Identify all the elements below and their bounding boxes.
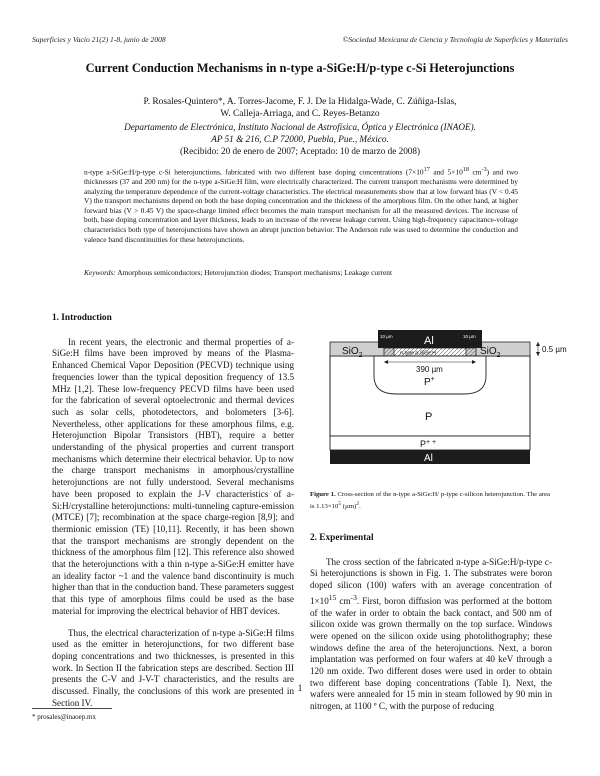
figure-1-caption-text-2: (µm) <box>341 502 357 510</box>
keywords <box>84 268 518 277</box>
figure-1-caption-label: Figure 1. <box>310 491 336 498</box>
abstract-text-1: n-type a-SiGe:H/p-type c-Si heterojunctions, fabricated with two different base doping concentrations (7×10 <box>84 167 424 177</box>
experimental-heading: 2. Experimental <box>310 533 374 543</box>
figure-1-caption <box>310 491 550 511</box>
introduction-heading: 1. Introduction <box>52 313 112 323</box>
page-number: 1 <box>297 684 303 694</box>
experimental-exp-2: -3 <box>350 592 357 602</box>
author-line-2: W. Calleja-Arriaga, and C. Reyes-Betanzo <box>220 109 380 119</box>
paper-title: Current Conduction Mechanisms in n-type a-SiGe:H/p-type c-Si Heterojunctions <box>85 61 515 75</box>
label-sio2-right-main: SiO <box>480 346 497 357</box>
keywords-label: Keywords: <box>84 268 116 277</box>
introduction-paragraph-1: In recent years, the electronic and thermal properties of a-SiGe:H films have been improved by means of the Plasma-Enhanced Chemical Vapor Deposition (PECVD) technique using frequencies lower than the typical deposition frequency of 13.5 MHz [1,2]. These low-frequency PECVD films have been used for the fabrication of several optoelectronic and thermal devices such as solar cells, photodetectors, and bolometers [3-6]. Nevertheless, other applications for these amorphous films, e.g. Heterojunction Bipolar Transistors (HBT), require a better understanding of the physical properties and current transport mechanisms which determine their electrical behavior. Up to now the charge transport mechanisms in amorphous/crystalline heterojunctions are not fully understood. Several mechanisms have been proposed to explain the J-V characteristics of a-Si:H/crystalline heterojunctions: multi-tunneling capture-emission (MTCE) [7]; recombination at the space charge-region [8,9]; and thermionic emission (TE) [10,11]. Recently, it has been shown that the transport mechanisms are strongly dependent on the thickness of the amorphous film [12]. This reference also showed that the heterojunctions with a thin n-type a-SiGe:H emitter have an ideality factor ~1 and the valence band discontinuity is much higher than that in the conduction band. These parameters suggest that this type of amorphous films could be used as the base material for improving the electrical behavior of HBT devices. <box>52 336 294 616</box>
label-sio2-right-sub: 2 <box>496 352 501 359</box>
introduction-section <box>52 313 294 710</box>
abstract-exp-3: -3 <box>481 167 487 173</box>
abstract-text-3: cm <box>468 167 482 177</box>
label-al-top: Al <box>424 335 434 347</box>
dim-05-arrow-top <box>536 342 540 346</box>
footnote-rule <box>32 708 112 709</box>
label-p-plus-plus-sup: + + <box>426 439 437 446</box>
author-list <box>60 96 540 120</box>
affiliation-line-1: Departamento de Electrónica, Instituto Nacional de Astrofísica, Óptica y Electrónica (INAOE). <box>124 122 476 132</box>
label-390um: 390 µm <box>416 365 443 374</box>
experimental-text-1: The cross section of the fabricated n-type a-SiGe:H/p-type c-Si heterojunctions is shown in Fig. 1. The substrates were boron doped silicon (100) wafers with an average concentration of 1×10 <box>310 556 552 606</box>
abstract-text-4: ) and two thicknesses (37 and 200 nm) for the n-type a-SiGe:H film, were electrically characterized. The current transport mechanisms were determined by analyzing the temperature dependence of the current-voltage characteristics. The electrical measurements show that at low forward bias (V < 0.45 V) the transport mechanisms depend on both the base doping concentration and the thickness of the amorphous film. On the other hand, at higher forward bias (V > 0.45 V) the space-charge limited effect becomes the main transport mechanism for all the measured devices. The increase of both, base doping concentration and layer thickness, leads to an increase of the reverse leakage current. Using high-frequency capacitance-voltage characteristics both type of heterojunctions have shown an abrupt junction behavior. The Anderson rule was used to determine the conduction and valence band discontinuities for these heterojunctions. <box>84 167 518 244</box>
label-10um-left: 10 µm <box>380 334 393 339</box>
figure-1-caption-exp-2: 2 <box>356 500 360 507</box>
journal-header: Superficies y Vacío 21(2) 1-8, junio de 2008 <box>32 35 166 44</box>
experimental-text-2: cm <box>336 595 351 606</box>
figure-1-caption-end: . <box>359 502 361 510</box>
label-ntype-layer: n-type a-SiGe:H <box>400 350 436 357</box>
figure-1-caption-text-1: Cross-section of the n-type a-SiGe:H/ p-type c-silicon heterojunction. The area is 1.13×10 <box>310 491 550 510</box>
label-p-plus-sup: + <box>430 376 435 383</box>
dim-05-arrow-bottom <box>536 352 540 356</box>
figure-1-cross-section <box>316 318 567 478</box>
abstract-text-2: and 5×10 <box>429 167 463 177</box>
experimental-exp-1: 15 <box>328 592 337 602</box>
keywords-text: Amorphous semiconductors; Heterojunction diodes; Transport mechanisms; Leakage current <box>115 268 393 277</box>
label-sio2-left-main: SiO <box>342 346 359 357</box>
label-al-bottom: Al <box>424 453 433 464</box>
label-p-substrate: P <box>425 411 433 423</box>
introduction-paragraph-2: Thus, the electrical characterization of n-type a-SiGe:H films used as the emitter in heterojunctions, for two different base doping concentrations and two thicknesses, is presented in this work. In Section II the fabrication steps are described. Section III presents the C-V and J-V-T characteristics, and the results are discussed. Finally, the conclusions of this work are presented in Section IV. <box>52 627 294 708</box>
society-header: ©Sociedad Mexicana de Ciencia y Tecnología de Superficies y Materiales <box>342 35 568 44</box>
abstract-exp-2: 18 <box>462 167 469 173</box>
label-p-plus-main: P <box>424 377 431 388</box>
label-05um: 0.5 µm <box>542 345 567 354</box>
abstract-exp-1: 17 <box>423 167 430 173</box>
abstract <box>84 166 518 244</box>
affiliation-line-2: AP 51 & 216, C.P 72000, Puebla, Pue., México. <box>211 134 389 144</box>
received-dates: (Recibido: 20 de enero de 2007; Aceptado: 10 de marzo de 2008) <box>179 146 421 156</box>
label-sio2-left-sub: 2 <box>358 352 363 359</box>
affiliation <box>60 121 540 145</box>
author-line-1: P. Rosales-Quintero*, A. Torres-Jacome, F. J. De la Hidalga-Wade, C. Zúñiga-Islas, <box>143 97 457 107</box>
experimental-text-3: . First, boron diffusion was performed at the bottom of the wafer in order to obtain the back contact, and 500 nm of silicon oxide was grown thermally on the top surface. Windows were opened on the silicon oxide using photolithography; these windows define the area of the heterojunctions. Next, a boron implantation was performed on four wafers at 40 keV through a 120 nm oxide. Two different doses were used in order to obtain two different base doping concentrations (Table I). Next, the wafers were annealed for 15 min in steam followed by 90 min in nitrogen, at 1100 º C, with the purpose of reducing <box>310 595 552 712</box>
figure-1-caption-exp-1: 5 <box>338 500 342 507</box>
footnote-email: * prosales@inaoep.mx <box>32 713 96 721</box>
label-10um-right: 10 µm <box>463 334 476 339</box>
label-p-plus-plus-main: P <box>420 439 427 449</box>
